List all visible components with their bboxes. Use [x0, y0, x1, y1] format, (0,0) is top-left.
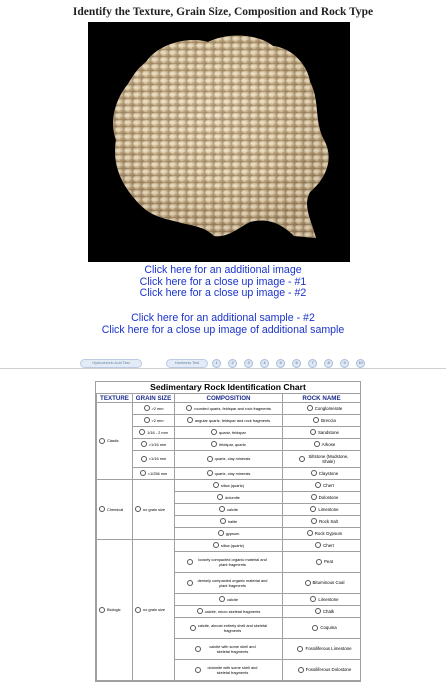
- radio-icon[interactable]: [311, 470, 317, 476]
- header-rock-name: ROCK NAME: [283, 394, 361, 403]
- composition-option[interactable]: halite: [175, 516, 283, 528]
- radio-icon[interactable]: [197, 608, 203, 614]
- hardness-test-button[interactable]: Hardness Test: [166, 359, 208, 368]
- additional-sample-link[interactable]: Click here for an additional sample - #2: [131, 312, 315, 324]
- radio-icon[interactable]: [314, 441, 320, 447]
- composition-option[interactable]: rounded quartz, feldspar and rock fragments: [175, 403, 283, 415]
- composition-option[interactable]: silica (quartz): [175, 540, 283, 552]
- composition-option[interactable]: quartz, clay minerals: [175, 451, 283, 468]
- nav-divider: [0, 368, 446, 369]
- radio-icon[interactable]: [135, 607, 141, 613]
- rock-name-option[interactable]: Chert: [283, 480, 361, 492]
- rock-chart-table: [96, 393, 361, 681]
- page-button-5[interactable]: 5: [276, 359, 285, 368]
- composition-option[interactable]: calcite, almost entirely shell and skeletal fragments: [175, 618, 283, 639]
- composition-option[interactable]: angular quartz, feldspar and rock fragments: [175, 415, 283, 427]
- rock-name-option[interactable]: Coquina: [283, 618, 361, 639]
- radio-icon[interactable]: [316, 559, 322, 565]
- rock-name-option[interactable]: Bituminous Coal: [283, 573, 361, 594]
- composition-option[interactable]: calcite: [175, 594, 283, 606]
- composition-option[interactable]: densely compacted organic material and plant fragments: [175, 573, 283, 594]
- radio-icon[interactable]: [140, 470, 146, 476]
- radio-icon[interactable]: [299, 456, 305, 462]
- header-grain-size: GRAIN SIZE: [133, 394, 175, 403]
- radio-icon[interactable]: [307, 405, 313, 411]
- composition-option[interactable]: silica (quartz): [175, 480, 283, 492]
- composition-option[interactable]: dolomite with some shell and skeletal fragments: [175, 660, 283, 681]
- grain-option[interactable]: <1/16 mm: [133, 451, 175, 468]
- composition-option[interactable]: quartz, clay minerals: [175, 468, 283, 480]
- rock-name-option[interactable]: Limestone: [283, 504, 361, 516]
- grain-option[interactable]: >1/16 mm: [133, 439, 175, 451]
- radio-icon[interactable]: [219, 506, 225, 512]
- grain-option-no-grain-biologic[interactable]: no grain size: [133, 540, 175, 681]
- page-button-1[interactable]: 1: [212, 359, 221, 368]
- radio-icon[interactable]: [186, 405, 192, 411]
- radio-icon[interactable]: [144, 405, 150, 411]
- radio-icon[interactable]: [187, 559, 193, 565]
- rock-name-option[interactable]: Chalk: [283, 606, 361, 618]
- radio-icon[interactable]: [311, 518, 317, 524]
- radio-icon[interactable]: [211, 429, 217, 435]
- radio-icon[interactable]: [190, 625, 196, 631]
- radio-icon[interactable]: [313, 417, 319, 423]
- radio-icon[interactable]: [213, 542, 219, 548]
- page-button-10[interactable]: 10: [356, 359, 365, 368]
- closeup-additional-sample-link[interactable]: Click here for a close up image of additional sample: [101, 323, 345, 336]
- radio-icon[interactable]: [141, 456, 147, 462]
- radio-icon[interactable]: [217, 494, 223, 500]
- acid-test-button[interactable]: Hydrochloric Acid Test: [80, 359, 142, 368]
- composition-option[interactable]: feldspar, quartz: [175, 439, 283, 451]
- page-button-6[interactable]: 6: [292, 359, 301, 368]
- radio-icon[interactable]: [195, 646, 201, 652]
- rock-name-option[interactable]: Arkose: [283, 439, 361, 451]
- page-title: Identify the Texture, Grain Size, Composition and Rock Type: [72, 6, 374, 18]
- additional-image-link[interactable]: Click here for an additional image: [144, 264, 302, 276]
- rock-name-option[interactable]: Fossiliferous Dolostone: [283, 660, 361, 681]
- radio-icon[interactable]: [187, 417, 193, 423]
- rock-sample-image: [88, 22, 350, 262]
- radio-icon[interactable]: [310, 506, 316, 512]
- rock-name-option[interactable]: Claystone: [283, 468, 361, 480]
- image-links: [0, 265, 446, 300]
- radio-icon[interactable]: [312, 625, 318, 631]
- grain-option[interactable]: <1/256 mm: [133, 468, 175, 480]
- radio-icon[interactable]: [99, 438, 105, 444]
- composition-option[interactable]: calcite, micro-skeletal fragments: [175, 606, 283, 618]
- page-button-9[interactable]: 9: [340, 359, 349, 368]
- grain-option[interactable]: >2 mm: [133, 415, 175, 427]
- radio-icon[interactable]: [315, 482, 321, 488]
- radio-icon[interactable]: [220, 518, 226, 524]
- radio-icon[interactable]: [99, 607, 105, 613]
- radio-icon[interactable]: [310, 596, 316, 602]
- rock-name-option[interactable]: Conglomerate: [283, 403, 361, 415]
- rock-name-option[interactable]: Rock Gypsum: [283, 528, 361, 540]
- header-composition: COMPOSITION: [175, 394, 283, 403]
- texture-biologic[interactable]: Biologic: [97, 540, 133, 681]
- radio-icon[interactable]: [135, 506, 141, 512]
- radio-icon[interactable]: [187, 580, 193, 586]
- radio-icon[interactable]: [99, 506, 105, 512]
- composition-option[interactable]: calcite: [175, 504, 283, 516]
- page-button-4[interactable]: 4: [260, 359, 269, 368]
- radio-icon[interactable]: [310, 429, 316, 435]
- closeup-image-1-link[interactable]: Click here for a close up image - #1: [139, 275, 307, 288]
- rock-name-option[interactable]: Peat: [283, 552, 361, 573]
- page-button-3[interactable]: 3: [244, 359, 253, 368]
- composition-option[interactable]: gypsum: [175, 528, 283, 540]
- radio-icon[interactable]: [213, 482, 219, 488]
- rock-name-option[interactable]: Chert: [283, 540, 361, 552]
- rock-name-option[interactable]: Fossiliferous Limestone: [283, 639, 361, 660]
- composition-option[interactable]: loosely compacted organic material and plant fragments: [175, 552, 283, 573]
- radio-icon[interactable]: [139, 429, 145, 435]
- page-button-7[interactable]: 7: [308, 359, 317, 368]
- rock-name-option[interactable]: Siltstone (Mudstone, Shale): [283, 451, 361, 468]
- composition-option[interactable]: quartz, feldspar: [175, 427, 283, 439]
- texture-chemical[interactable]: Chemical: [97, 480, 133, 540]
- page-button-8[interactable]: 8: [324, 359, 333, 368]
- radio-icon[interactable]: [207, 470, 213, 476]
- rock-name-option[interactable]: Sandstone: [283, 427, 361, 439]
- closeup-image-2-link[interactable]: Click here for a close up image - #2: [139, 287, 307, 300]
- composition-option[interactable]: dolomite: [175, 492, 283, 504]
- radio-icon[interactable]: [218, 530, 224, 536]
- header-texture: TEXTURE: [97, 394, 133, 403]
- chart-title: Sedimentary Rock Identification Chart: [150, 382, 306, 392]
- radio-icon[interactable]: [307, 530, 313, 536]
- rock-name-option[interactable]: Breccia: [283, 415, 361, 427]
- radio-icon[interactable]: [141, 441, 147, 447]
- composition-option[interactable]: calcite with some shell and skeletal fragments: [175, 639, 283, 660]
- radio-icon[interactable]: [211, 441, 217, 447]
- radio-icon[interactable]: [219, 596, 225, 602]
- grain-option[interactable]: 1/16 - 2 mm: [133, 427, 175, 439]
- radio-icon[interactable]: [305, 580, 311, 586]
- radio-icon[interactable]: [207, 456, 213, 462]
- grain-option-no-grain-chemical[interactable]: no grain size: [133, 480, 175, 540]
- rock-name-option[interactable]: Dolostone: [283, 492, 361, 504]
- sample-links: [0, 313, 446, 336]
- radio-icon[interactable]: [144, 417, 150, 423]
- radio-icon[interactable]: [315, 542, 321, 548]
- radio-icon[interactable]: [311, 494, 317, 500]
- radio-icon[interactable]: [297, 646, 303, 652]
- radio-icon[interactable]: [298, 667, 304, 673]
- rock-identification-chart: [95, 381, 361, 682]
- grain-option[interactable]: >2 mm: [133, 403, 175, 415]
- rock-name-option[interactable]: Limestone: [283, 594, 361, 606]
- rock-name-option[interactable]: Rock Salt: [283, 516, 361, 528]
- page-button-2[interactable]: 2: [228, 359, 237, 368]
- texture-clastic[interactable]: Clastic: [97, 403, 133, 480]
- radio-icon[interactable]: [315, 608, 321, 614]
- radio-icon[interactable]: [195, 667, 201, 673]
